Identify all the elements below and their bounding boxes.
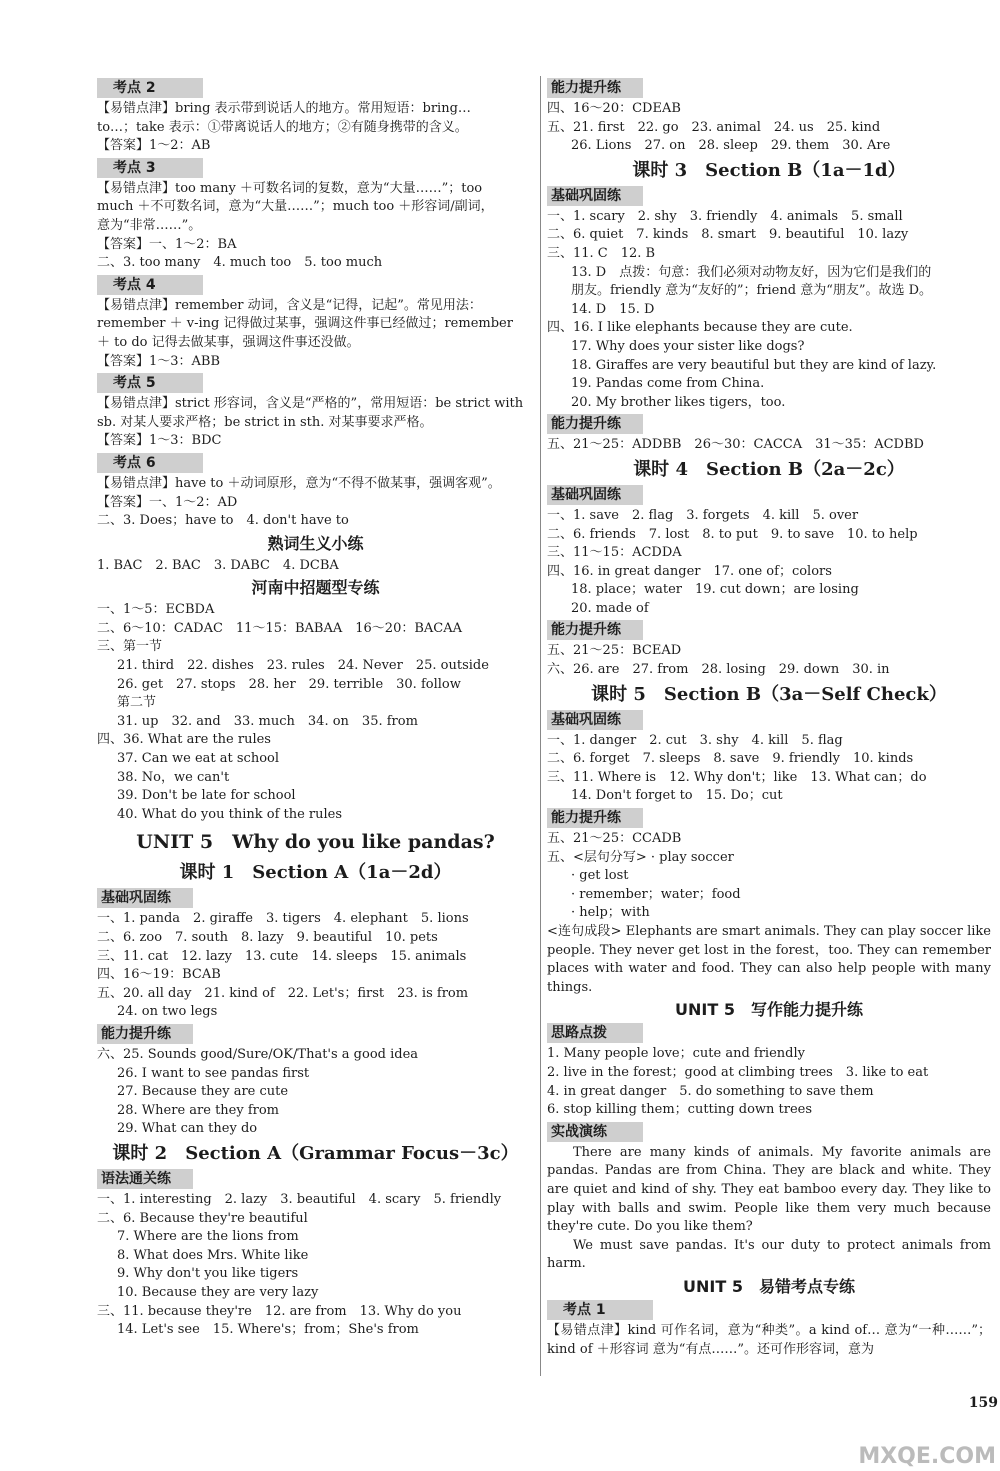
answer-line: 14. Let's see 15. Where's；from；She's from bbox=[117, 1322, 419, 1338]
answer-line: 三、11. because they're 12. are from 13. Why do you bbox=[97, 1303, 462, 1319]
answer-line: 六、26. are 27. from 28. losing 29. down 30. in bbox=[547, 662, 890, 678]
section-heading: 实战演练 bbox=[547, 1122, 643, 1142]
unit-title: UNIT 5 Why do you like pandas? bbox=[136, 831, 495, 854]
practice-title: 河南中招题型专练 bbox=[251, 578, 380, 598]
answer-line: 24. on two legs bbox=[117, 1004, 218, 1020]
answer-line: 6. stop killing them；cutting down trees bbox=[547, 1102, 813, 1118]
page-number: 159 bbox=[968, 1395, 998, 1411]
answer-line: 21. third 22. dishes 23. rules 24. Never 25. outside bbox=[117, 658, 489, 674]
key-point-heading: 考点 4 bbox=[97, 275, 203, 295]
answer-line: 26. I want to see pandas first bbox=[117, 1065, 310, 1081]
answer-line: 五、21～25：CCADB bbox=[547, 831, 682, 847]
answer-line: much ＋不可数名词，意为“大量……”；much too ＋形容词/副词， bbox=[97, 199, 494, 215]
answer-line: 一、1. scary 2. shy 3. friendly 4. animals 5. small bbox=[547, 208, 903, 224]
answer-line: 四、36. What are the rules bbox=[97, 732, 271, 748]
answer-line: 20. made of bbox=[571, 600, 649, 616]
answer-line: 9. Why don't you like tigers bbox=[117, 1266, 299, 1282]
answer-line: 四、16. in great danger 17. one of；colors bbox=[547, 563, 832, 579]
section-heading: 基础巩固练 bbox=[547, 485, 643, 505]
lesson-title: 课时 3 Section B（1a－1d） bbox=[632, 159, 906, 181]
right-column bbox=[547, 76, 991, 1359]
paragraph: 【易错点津】kind 可作名词，意为“种类”。a kind of… 意为“一种……”；kind of ＋形容词 意为“有点……”。还可作形容词，意为 bbox=[547, 1322, 991, 1357]
answer-line: 17. Why does your sister like dogs? bbox=[571, 338, 805, 354]
answer-line: 意为“非常……”。 bbox=[97, 217, 202, 233]
answer-line: 39. Don't be late for school bbox=[117, 788, 296, 804]
section-heading: 基础巩固练 bbox=[97, 888, 193, 908]
answer-line: 四、16. I like elephants because they are cute. bbox=[547, 320, 853, 336]
answer-line: 20. My brother likes tigers，too. bbox=[571, 394, 786, 410]
answer-line: 五、<层句分写> · play soccer bbox=[547, 849, 734, 865]
answer-line: sb. 对某人要求严格；be strict in sth. 对某事要求严格。 bbox=[97, 414, 433, 430]
answer-line: 38. No，we can't bbox=[117, 769, 230, 785]
key-point-heading: 考点 1 bbox=[547, 1300, 653, 1320]
answer-line: 【答案】1～3：BDC bbox=[97, 433, 222, 449]
answer-line: 二、6～10：CADAC 11～15：BABAA 16～20：BACAA bbox=[97, 620, 463, 636]
paragraph: We must save pandas. It's our duty to protect animals from harm. bbox=[547, 1237, 991, 1272]
answer-line: 朋友。friendly 意为“友好的”；friend 意为“朋友”。故选 D。 bbox=[571, 283, 933, 299]
left-column bbox=[97, 76, 534, 1340]
answer-line: 【易错点津】have to ＋动词原形，意为“不得不做某事，强调客观”。 bbox=[97, 475, 501, 491]
answer-line: 三、11～15：ACDDA bbox=[547, 545, 682, 561]
answer-line: 二、6. Because they're beautiful bbox=[97, 1210, 308, 1226]
answer-line: 【答案】1～2：AB bbox=[97, 138, 211, 154]
section-heading: 基础巩固练 bbox=[547, 186, 643, 206]
answer-line: 【答案】一、1～2：BA bbox=[97, 236, 237, 252]
answer-line: · get lost bbox=[571, 868, 629, 884]
answer-line: 一、1～5：ECBDA bbox=[97, 602, 215, 618]
answer-line: 二、6. zoo 7. south 8. lazy 9. beautiful 10. pets bbox=[97, 930, 438, 945]
answer-line: 三、第一节 bbox=[97, 639, 163, 655]
answer-line: 8. What does Mrs. White like bbox=[117, 1247, 309, 1263]
answer-line: 二、6. friends 7. lost 8. to put 9. to save 10. to help bbox=[547, 526, 918, 542]
answer-line: 三、11. cat 12. lazy 13. cute 14. sleeps 15. animals bbox=[97, 948, 467, 964]
answer-line: 1. BAC 2. BAC 3. DABC 4. DCBA bbox=[97, 557, 339, 573]
answer-line: 五、21. first 22. go 23. animal 24. us 25. kind bbox=[547, 119, 881, 135]
answer-line: · remember；water；food bbox=[571, 886, 741, 902]
lesson-title: 课时 4 Section B（2a－2c） bbox=[633, 458, 905, 480]
paragraph: There are many kinds of animals. My favorite animals are pandas. Pandas are from China. They are black and white. They are quiet and kind of shy. They eat bamboo every day. They like to play with balls and swim. People like them very much because they're cute. Do you like them? bbox=[547, 1144, 991, 1235]
practice-title: UNIT 5 易错考点专练 bbox=[683, 1276, 855, 1296]
answer-line: 4. in great danger 5. do something to save them bbox=[547, 1083, 874, 1099]
answer-line: 【易错点津】remember 动词，含义是“记得，记起”。常见用法： bbox=[97, 297, 482, 313]
section-heading: 能力提升练 bbox=[547, 808, 643, 828]
answer-line: 【易错点津】too many ＋可数名词的复数，意为“大量……”；too bbox=[97, 180, 483, 196]
answer-line: 一、1. panda 2. giraffe 3. tigers 4. elephant 5. lions bbox=[97, 911, 469, 927]
answer-line: · help；with bbox=[571, 905, 650, 921]
answer-line: 三、11. Where is 12. Why don't；like 13. What can；do bbox=[547, 769, 927, 785]
answer-line: 五、21～25：BCEAD bbox=[547, 643, 682, 659]
answer-line: 五、21～25：ADDBB 26～30：CACCA 31～35：ACDBD bbox=[547, 437, 924, 453]
answer-line: 26. Lions 27. on 28. sleep 29. them 30. Are bbox=[571, 138, 891, 154]
column-divider bbox=[540, 76, 541, 1376]
answer-line: 四、16～20：CDEAB bbox=[547, 101, 681, 116]
answer-line: 【答案】1～3：ABB bbox=[97, 353, 221, 369]
key-point-heading: 考点 2 bbox=[97, 78, 203, 98]
section-heading: 基础巩固练 bbox=[547, 710, 643, 730]
answer-line: 1. Many people love；cute and friendly bbox=[547, 1046, 805, 1062]
section-heading: 能力提升练 bbox=[97, 1024, 193, 1044]
section-heading: 思路点拨 bbox=[547, 1023, 643, 1043]
answer-line: 29. What can they do bbox=[117, 1121, 258, 1137]
key-point-heading: 考点 5 bbox=[97, 373, 203, 393]
lesson-title: 课时 5 Section B（3a－Self Check） bbox=[591, 683, 947, 705]
answer-line: to…；take 表示：①带离说话人的地方；②有随身携带的含义。 bbox=[97, 119, 468, 135]
lesson-title: 课时 2 Section A（Grammar Focus－3c） bbox=[112, 1142, 519, 1164]
section-heading: 能力提升练 bbox=[547, 78, 643, 98]
practice-title: UNIT 5 写作能力提升练 bbox=[675, 1000, 863, 1020]
answer-line: 37. Can we eat at school bbox=[117, 751, 280, 767]
answer-line: 18. Giraffes are very beautiful but they are kind of lazy. bbox=[571, 357, 937, 373]
answer-line: 二、6. quiet 7. kinds 8. smart 9. beautiful 10. lazy bbox=[547, 227, 909, 243]
answer-line: 14. Don't forget to 15. Do；cut bbox=[571, 788, 783, 804]
practice-title: 熟词生义小练 bbox=[267, 533, 364, 553]
paragraph: <连句成段> Elephants are smart animals. They can play soccer like people. They never get lost in the forest，too. They can remember places with water and food. They can also help people with many things. bbox=[547, 924, 991, 995]
answer-line: 18. place；water 19. cut down；are losing bbox=[571, 582, 859, 598]
answer-line: ＋ to do 记得去做某事，强调这件事还没做。 bbox=[97, 334, 360, 350]
answer-line: 7. Where are the lions from bbox=[117, 1229, 299, 1245]
answer-line: 40. What do you think of the rules bbox=[117, 806, 343, 822]
answer-line: 【易错点津】bring 表示带到说话人的地方。常用短语：bring… bbox=[97, 101, 471, 116]
answer-line: 二、6. forget 7. sleeps 8. save 9. friendly 10. kinds bbox=[547, 751, 914, 767]
key-point-heading: 考点 3 bbox=[97, 158, 203, 178]
watermark: MXQE.COM bbox=[858, 1444, 996, 1470]
answer-line: 一、1. interesting 2. lazy 3. beautiful 4. scary 5. friendly bbox=[97, 1191, 502, 1207]
lesson-title: 课时 1 Section A（1a－2d） bbox=[179, 862, 452, 884]
answer-line: remember ＋ v-ing 记得做过某事，强调这件事已经做过；remember bbox=[97, 316, 513, 332]
section-heading: 能力提升练 bbox=[547, 414, 643, 434]
answer-line: 31. up 32. and 33. much 34. on 35. from bbox=[117, 713, 418, 729]
answer-line: 10. Because they are very lazy bbox=[117, 1284, 319, 1300]
answer-line: 二、3. too many 4. much too 5. too much bbox=[97, 255, 383, 271]
section-heading: 语法通关练 bbox=[97, 1169, 193, 1189]
answer-line: 一、1. danger 2. cut 3. shy 4. kill 5. flag bbox=[547, 732, 843, 748]
section-heading: 能力提升练 bbox=[547, 620, 643, 640]
answer-line: 四、16～19：BCAB bbox=[97, 967, 221, 983]
answer-line: 2. live in the forest；good at climbing trees 3. like to eat bbox=[547, 1064, 929, 1080]
answer-line: 14. D 15. D bbox=[571, 301, 655, 317]
answer-line: 13. D 点拨：句意：我们必须对动物友好，因为它们是我们的 bbox=[571, 264, 932, 280]
answer-line: 一、1. save 2. flag 3. forgets 4. kill 5. over bbox=[547, 507, 859, 523]
answer-line: 26. get 27. stops 28. her 29. terrible 30. follow bbox=[117, 676, 461, 692]
key-point-heading: 考点 6 bbox=[97, 453, 203, 473]
answer-line: 【易错点津】strict 形容词，含义是“严格的”，常用短语：be strict with bbox=[97, 396, 524, 412]
answer-line: 27. Because they are cute bbox=[117, 1084, 289, 1100]
answer-line: 二、3. Does；have to 4. don't have to bbox=[97, 513, 349, 529]
answer-line: 28. Where are they from bbox=[117, 1102, 280, 1118]
answer-line: 【答案】一、1～2：AD bbox=[97, 494, 238, 510]
answer-line: 第二节 bbox=[117, 695, 157, 711]
answer-line: 三、11. C 12. B bbox=[547, 245, 656, 261]
answer-line: 19. Pandas come from China. bbox=[571, 376, 765, 392]
answer-line: 六、25. Sounds good/Sure/OK/That's a good idea bbox=[97, 1046, 419, 1062]
answer-line: 五、20. all day 21. kind of 22. Let's；first 23. is from bbox=[97, 985, 469, 1001]
